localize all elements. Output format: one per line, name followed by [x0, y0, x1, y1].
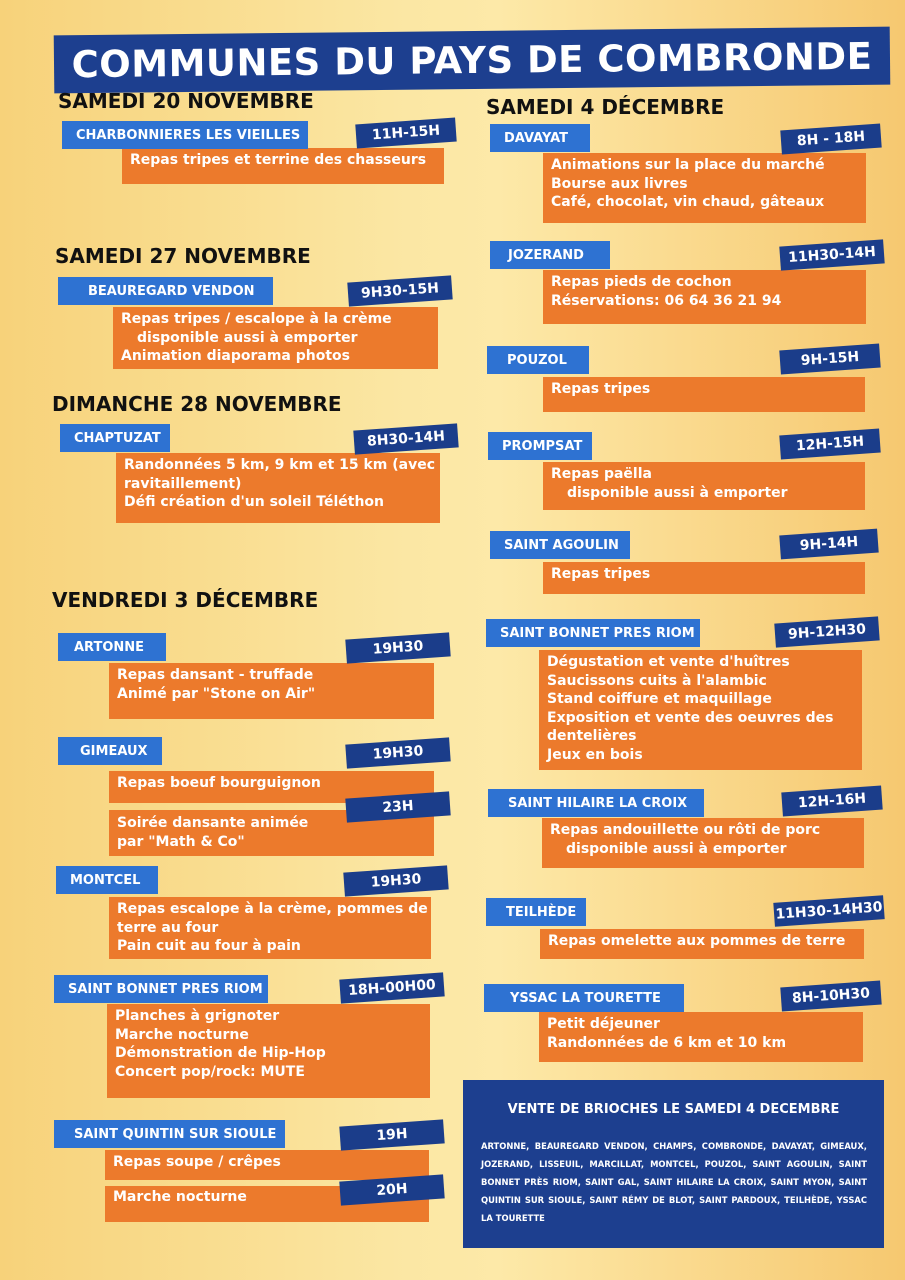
event-place-charbonnieres: CHARBONNIERES LES VIEILLES	[62, 121, 308, 149]
event-place-saint-bonnet-vendredi: SAINT BONNET PRES RIOM	[54, 975, 268, 1003]
event-line: Réservations: 06 64 36 21 94	[551, 292, 782, 309]
event-line: Petit déjeuner	[547, 1016, 660, 1032]
event-line: Défi création d'un soleil Téléthon	[124, 494, 385, 510]
event-line: Café, chocolat, vin chaud, gâteaux	[551, 194, 825, 210]
event-line: Repas andouillette ou rôti de porc	[550, 822, 821, 838]
event-line: Animations sur la place du marché	[551, 157, 825, 173]
day-heading-samedi-20: SAMEDI 20 NOVEMBRE	[58, 89, 314, 113]
event-line: ravitaillement)	[124, 475, 242, 492]
brioche-sale-communes: ARTONNE, BEAUREGARD VENDON, CHAMPS, COMBRONDE, DAVAYAT, GIMEAUX, JOZERAND, LISSEUIL, MARCILLAT, MONTCEL, POUZOL, SAINT AGOULIN, SAINT BONNET PRÈS RIOM, SAINT GAL, SAINT HILAIRE LA CROIX, SAINT MYON, SAINT QUINTIN SUR SIOULE, SAINT RÉMY DE BLOT, SAINT PARDOUX, TEILHÈDE, YSSAC LA TOURETTE	[481, 1141, 867, 1223]
event-line: Saucissons cuits à l'alambic	[547, 672, 767, 689]
day-heading-samedi-27: SAMEDI 27 NOVEMBRE	[55, 244, 311, 268]
event-time-saint-bonnet-samedi: 9H-12H30	[774, 616, 879, 647]
event-place-teilhede: TEILHÈDE	[486, 898, 586, 926]
day-heading-vendredi-3: VENDREDI 3 DÉCEMBRE	[52, 588, 319, 612]
event-time-montcel: 19H30	[343, 865, 448, 896]
event-line: disponible aussi à emporter	[137, 329, 358, 346]
event-time-saint-quintin: 19H	[339, 1119, 444, 1150]
event-line: Repas tripes / escalope à la crème	[121, 311, 392, 327]
brioche-sale-box	[463, 1080, 884, 1248]
event-line: Repas boeuf bourguignon	[117, 775, 321, 791]
event-line: Marche nocturne	[115, 1026, 249, 1043]
event-line: Randonnées 5 km, 9 km et 15 km (avec	[124, 457, 436, 473]
event-place-saint-bonnet-samedi: SAINT BONNET PRES RIOM	[486, 619, 700, 647]
event-line: Concert pop/rock: MUTE	[115, 1063, 305, 1080]
event-details-teilhede	[540, 929, 864, 959]
event-details-beauregard	[113, 307, 438, 369]
event-line: terre au four	[117, 919, 219, 936]
event-time-davayat: 8H - 18H	[780, 124, 881, 155]
event-place-saint-hilaire: SAINT HILAIRE LA CROIX	[488, 789, 704, 817]
event-line: Repas paëlla	[551, 466, 652, 482]
event-line: Soirée dansante animée	[117, 815, 309, 831]
event-line: Bourse aux livres	[551, 175, 688, 192]
event-line: Repas tripes et terrine des chasseurs	[130, 152, 427, 168]
event-time-saint-agoulin: 9H-14H	[779, 529, 878, 560]
event-line: Repas tripes	[551, 566, 651, 582]
event-line: Dégustation et vente d'huîtres	[547, 654, 790, 670]
event-place-yssac: YSSAC LA TOURETTE	[484, 984, 684, 1012]
event-line: Repas omelette aux pommes de terre	[548, 933, 846, 949]
event-place-prompsat: PROMPSAT	[488, 432, 592, 460]
event-details-yssac	[539, 1012, 863, 1062]
event-line: Animé par "Stone on Air"	[117, 685, 316, 702]
event-time-yssac: 8H-10H30	[780, 981, 881, 1012]
event-line: Repas pieds de cochon	[551, 274, 732, 290]
event-place-montcel: MONTCEL	[56, 866, 158, 894]
day-heading-samedi-4: SAMEDI 4 DÉCEMBRE	[486, 95, 725, 119]
event-time-artonne: 19H30	[345, 632, 450, 663]
day-heading-dimanche-28: DIMANCHE 28 NOVEMBRE	[52, 392, 342, 416]
event-line: Stand coiffure et maquillage	[547, 691, 772, 707]
event-line: disponible aussi à emporter	[566, 840, 787, 857]
event-line: dentelières	[547, 728, 637, 744]
event-details-charbonnieres	[122, 148, 444, 184]
event-place-chaptuzat: CHAPTUZAT	[60, 424, 170, 452]
event-line: Animation diaporama photos	[121, 348, 351, 364]
event-details-artonne	[109, 663, 434, 719]
event-line: Repas tripes	[551, 381, 651, 397]
event-line: Repas escalope à la crème, pommes de	[117, 901, 428, 917]
page-title: COMMUNES DU PAYS DE COMBRONDE	[54, 27, 891, 94]
event-line: Jeux en bois	[547, 746, 643, 763]
event-line: Pain cuit au four à pain	[117, 938, 301, 954]
event-time-pouzol: 9H-15H	[779, 344, 880, 375]
event-line: Planches à grignoter	[115, 1008, 280, 1024]
event-details-pouzol	[543, 377, 865, 412]
event-details-saint-bonnet-vendredi	[107, 1004, 430, 1098]
event-time-saint-hilaire: 12H-16H	[781, 786, 882, 817]
event-time-prompsat: 12H-15H	[779, 429, 880, 460]
event-time-chaptuzat: 8H30-14H	[353, 423, 458, 454]
event-place-davayat: DAVAYAT	[490, 124, 590, 152]
event-time-charbonnieres: 11H-15H	[355, 118, 456, 149]
event-line: disponible aussi à emporter	[567, 484, 788, 501]
event-time-beauregard: 9H30-15H	[347, 275, 452, 306]
event-time-teilhede: 11H30-14H30	[773, 895, 884, 927]
event-place-gimeaux: GIMEAUX	[58, 737, 162, 765]
event-place-jozerand: JOZERAND	[490, 241, 610, 269]
event-line: Marche nocturne	[113, 1189, 247, 1205]
event-time-gimeaux-2: 23H	[345, 791, 450, 822]
event-details-saint-agoulin	[543, 562, 865, 594]
event-line: Exposition et vente des oeuvres des	[547, 709, 834, 726]
event-place-artonne: ARTONNE	[58, 633, 166, 661]
event-details-saint-hilaire	[542, 818, 864, 868]
event-line: Randonnées de 6 km et 10 km	[547, 1034, 787, 1051]
event-details-saint-bonnet-samedi	[539, 650, 862, 770]
event-place-saint-agoulin: SAINT AGOULIN	[490, 531, 630, 559]
event-place-saint-quintin: SAINT QUINTIN SUR SIOULE	[54, 1120, 285, 1148]
event-details-davayat	[543, 153, 866, 223]
event-place-beauregard: BEAUREGARD VENDON	[58, 277, 273, 305]
event-line: par "Math & Co"	[117, 833, 245, 850]
event-details-prompsat	[543, 462, 865, 510]
event-line: Repas soupe / crêpes	[113, 1154, 281, 1170]
brioche-sale-title: VENTE DE BRIOCHES LE SAMEDI 4 DECEMBRE	[507, 1102, 840, 1117]
event-details-chaptuzat	[116, 453, 440, 523]
event-time-saint-bonnet-vendredi: 18H-00H00	[339, 972, 444, 1003]
event-line: Démonstration de Hip-Hop	[115, 1045, 326, 1061]
event-line: Repas dansant - truffade	[117, 667, 314, 683]
event-time-gimeaux: 19H30	[345, 737, 450, 768]
event-time-jozerand: 11H30-14H	[779, 239, 884, 270]
event-details-montcel	[109, 897, 431, 959]
event-details-saint-quintin	[105, 1150, 429, 1180]
event-details-jozerand	[543, 270, 866, 324]
event-time-saint-quintin-2: 20H	[339, 1174, 444, 1205]
event-place-pouzol: POUZOL	[487, 346, 589, 374]
